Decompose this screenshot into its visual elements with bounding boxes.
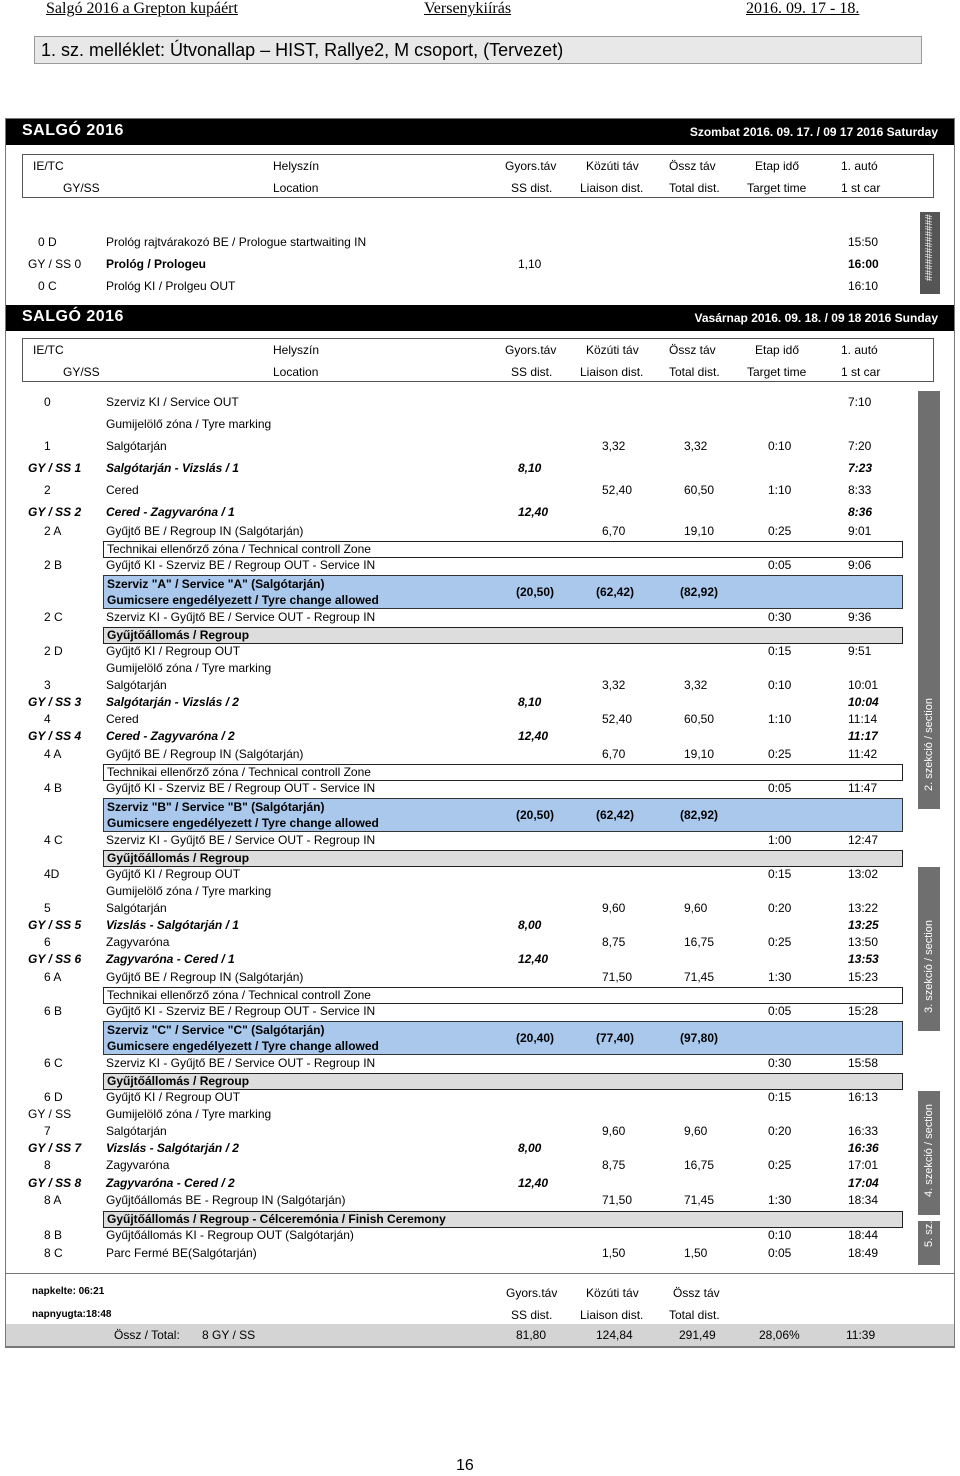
- table-row: 8 C Parc Fermé BE(Salgótarján) 1,50 1,50 0:05 18:49: [44, 1246, 879, 1260]
- service-box: Szerviz "A" / Service "A" (Salgótarján) Gumicsere engedélyezett / Tyre change allowed (20,50) (62,42) (82,92): [103, 575, 903, 609]
- zone-box: Gyűjtőállomás / Regroup: [103, 1073, 903, 1090]
- total-ss-count: 8 GY / SS: [202, 1328, 256, 1342]
- page-number: 16: [456, 1457, 474, 1474]
- table-row: 0 C Prológ KI / Prolgeu OUT 16:10: [38, 279, 879, 293]
- col-gyss: GY/SS: [63, 181, 100, 195]
- col-ietc: IE/TC: [33, 159, 64, 173]
- col-kozuti: Közúti táv: [586, 159, 639, 173]
- table-row: 4 B Gyűjtő KI - Szerviz BE / Regroup OUT - Service IN 0:05 11:47: [44, 781, 878, 795]
- day1-name: SALGÓ 2016: [22, 122, 124, 139]
- day1-date: Szombat 2016. 09. 17. / 09 17 2016 Saturday: [689, 125, 938, 139]
- zone-box: Technikai ellenőrző zóna / Technical controll Zone: [103, 987, 903, 1004]
- sunset: napnyugta:18:48: [32, 1309, 112, 1320]
- zone-box: Technikai ellenőrző zóna / Technical controll Zone: [103, 541, 903, 558]
- col-liaison: Liaison dist.: [580, 181, 644, 195]
- table-row: 4D Gyűjtő KI / Regroup OUT 0:15 13:02: [44, 867, 879, 881]
- table-row: GY / SS Gumijelölő zóna / Tyre marking: [28, 1107, 272, 1121]
- day2-column-header: IE/TC GY/SS Helyszín Location Gyors.táv SS dist. Közúti táv Liaison dist. Össz táv Total dist. Etap idő Target time 1. autó 1 st car: [22, 338, 934, 382]
- hash-overflow-box: ############: [920, 212, 940, 294]
- table-row: 6 B Gyűjtő KI - Szerviz BE / Regroup OUT - Service IN 0:05 15:28: [44, 1004, 879, 1018]
- page-title: 1. sz. melléklet: Útvonallap – HIST, Rallye2, M csoport, (Tervezet): [41, 40, 564, 60]
- col-total: Total dist.: [669, 181, 720, 195]
- header-left: Salgó 2016 a Grepton kupáért: [46, 0, 238, 17]
- col-ossz: Össz táv: [669, 159, 716, 173]
- section-label: 5. sz.: [918, 1221, 940, 1265]
- col-location: Location: [273, 181, 319, 195]
- total-ss-percent: 28,06%: [759, 1328, 800, 1342]
- table-row: 2 B Gyűjtő KI - Szerviz BE / Regroup OUT - Service IN 0:05 9:06: [44, 558, 872, 572]
- col-helyszin: Helyszín: [273, 159, 320, 173]
- day2-bar: [6, 305, 954, 331]
- table-row: 6 D Gyűjtő KI / Regroup OUT 0:15 16:13: [44, 1090, 879, 1104]
- title-box: [34, 36, 922, 64]
- table-row: GY / SS 6 Zagyvaróna - Cered / 1 12,40 13:53: [28, 952, 879, 966]
- table-row: GY / SS 7 Vizslás - Salgótarján / 2 8,00 16:36: [28, 1141, 879, 1155]
- total-time: 11:39: [846, 1328, 876, 1342]
- table-row: GY / SS 3 Salgótarján - Vizslás / 2 8,10 10:04: [28, 695, 879, 709]
- table-row: 7 Salgótarján 9,60 9,60 0:20 16:33: [44, 1124, 879, 1138]
- table-row: Gumijelölő zóna / Tyre marking: [106, 417, 272, 431]
- table-row: 3 Salgótarján 3,32 3,32 0:10 10:01: [44, 678, 879, 692]
- table-row: GY / SS 4 Cered - Zagyvaróna / 2 12,40 11:17: [28, 729, 878, 743]
- zone-box: Gyűjtőállomás / Regroup: [103, 850, 903, 867]
- table-row: GY / SS 5 Vizslás - Salgótarján / 1 8,00 13:25: [28, 918, 879, 932]
- service-box: Szerviz "B" / Service "B" (Salgótarján) Gumicsere engedélyezett / Tyre change allowed (20,50) (62,42) (82,92): [103, 798, 903, 832]
- table-row: 0 Szerviz KI / Service OUT 7:10: [44, 395, 872, 409]
- total-liaison: 124,84: [596, 1328, 633, 1342]
- table-row: GY / SS 0 Prológ / Prologeu 1,10 16:00: [28, 257, 879, 271]
- table-row: 6 Zagyvaróna 8,75 16,75 0:25 13:50: [44, 935, 879, 949]
- table-row: 0 D Prológ rajtvárakozó BE / Prologue startwaiting IN 15:50: [38, 235, 879, 249]
- total-label: Össz / Total:: [114, 1328, 180, 1342]
- summary-box: napkelte: 06:21 napnyugta:18:48 Gyors.táv Közúti táv Össz táv SS dist. Liaison dist. Total dist. Össz / Total: 8 GY / SS 81,80 124,84 291,49 28,06% 11:39: [5, 1273, 955, 1347]
- col-target: Target time: [747, 181, 807, 195]
- table-row: 2 Cered 52,40 60,50 1:10 8:33: [44, 483, 872, 497]
- day2-date: Vasárnap 2016. 09. 18. / 09 18 2016 Sunday: [694, 311, 938, 325]
- day1-column-header: [22, 154, 934, 198]
- zone-box: Technikai ellenőrző zóna / Technical controll Zone: [103, 764, 903, 781]
- table-row: 4 Cered 52,40 60,50 1:10 11:14: [44, 712, 878, 726]
- day1-bar: [6, 119, 954, 145]
- table-row: 2 A Gyűjtő BE / Regroup IN (Salgótarján) 6,70 19,10 0:25 9:01: [44, 524, 872, 538]
- header-right: 2016. 09. 17 - 18.: [746, 0, 860, 17]
- section-label: 3. szekció / section: [918, 867, 940, 1031]
- service-box: Szerviz "C" / Service "C" (Salgótarján) Gumicsere engedélyezett / Tyre change allowed (20,40) (77,40) (97,80): [103, 1021, 903, 1055]
- col-firstcar-en: 1 st car: [841, 181, 881, 195]
- col-etap: Etap idő: [755, 159, 800, 173]
- zone-box: Gyűjtőállomás / Regroup: [103, 627, 903, 644]
- table-row: GY / SS 2 Cered - Zagyvaróna / 1 12,40 8:36: [28, 505, 873, 519]
- table-row: 8 A Gyűjtőállomás BE - Regroup IN (Salgótarján) 71,50 71,45 1:30 18:34: [44, 1193, 879, 1207]
- col-firstcar: 1. autó: [841, 159, 878, 173]
- header-center: Versenykiírás: [424, 0, 512, 17]
- total-dist: 291,49: [679, 1328, 716, 1342]
- table-row: 6 A Gyűjtő BE / Regroup IN (Salgótarján) 71,50 71,45 1:30 15:23: [44, 970, 879, 984]
- totals-bar: [6, 1324, 954, 1346]
- table-row: GY / SS 8 Zagyvaróna - Cered / 2 12,40 17:04: [28, 1176, 879, 1190]
- table-row: 2 D Gyűjtő KI / Regroup OUT 0:15 9:51: [44, 644, 872, 658]
- zone-box: Gyűjtőállomás / Regroup - Célceremónia / Finish Ceremony: [103, 1211, 903, 1228]
- table-row: 5 Salgótarján 9,60 9,60 0:20 13:22: [44, 901, 879, 915]
- col-ssdist: SS dist.: [511, 181, 553, 195]
- table-row: 2 C Szerviz KI - Gyűjtő BE / Service OUT - Regroup IN 0:30 9:36: [44, 610, 872, 624]
- table-row: Gumijelölő zóna / Tyre marking: [106, 661, 272, 675]
- table-row: 8 Zagyvaróna 8,75 16,75 0:25 17:01: [44, 1158, 879, 1172]
- col-gyors: Gyors.táv: [505, 159, 557, 173]
- sunrise: napkelte: 06:21: [32, 1286, 105, 1297]
- day2-name: SALGÓ 2016: [22, 308, 124, 325]
- table-row: 1 Salgótarján 3,32 3,32 0:10 7:20: [44, 439, 872, 453]
- table-row: 6 C Szerviz KI - Gyűjtő BE / Service OUT - Regroup IN 0:30 15:58: [44, 1056, 879, 1070]
- table-row: 4 C Szerviz KI - Gyűjtő BE / Service OUT - Regroup IN 1:00 12:47: [44, 833, 879, 847]
- table-row: 4 A Gyűjtő BE / Regroup IN (Salgótarján) 6,70 19,10 0:25 11:42: [44, 747, 878, 761]
- section-label: 2. szekció / section: [918, 391, 940, 809]
- itinerary-table: [5, 118, 955, 1348]
- table-row: Gumijelölő zóna / Tyre marking: [106, 884, 272, 898]
- table-row: 8 B Gyűjtőállomás KI - Regroup OUT (Salgótarján) 0:10 18:44: [44, 1228, 879, 1242]
- section-label: 4. szekció / section: [918, 1091, 940, 1215]
- table-row: GY / SS 1 Salgótarján - Vizslás / 1 8,10 7:23: [28, 461, 873, 475]
- total-ss-dist: 81,80: [516, 1328, 547, 1342]
